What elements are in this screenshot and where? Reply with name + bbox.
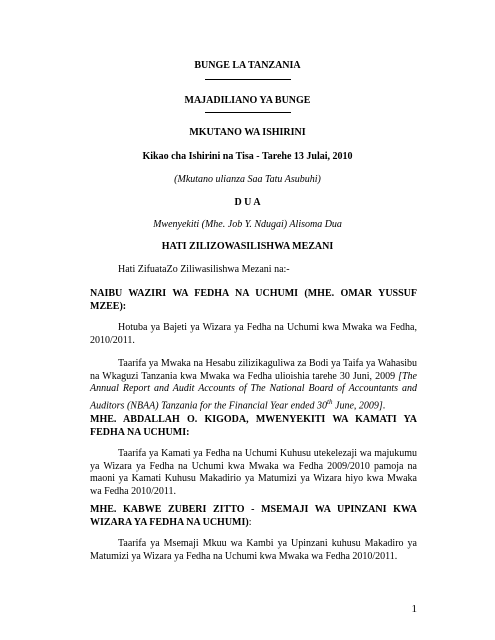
speaker-heading-3: MHE. KABWE ZUBERI ZITTO - MSEMAJI WA UPINZANI KWA WIZARA YA FEDHA NA UCHUMI):	[90, 504, 417, 528]
parliament-title: BUNGE LA TANZANIA	[194, 60, 301, 71]
paragraph-4: Taarifa ya Msemaji Mkuu wa Kambi ya Upinzani kuhusu Makadiro ya Matumizi ya Wizara ya Fedha na Uchumi kwa Mwaka wa Fedha 2010/2011.	[90, 538, 417, 562]
session-date: Kikao cha Ishirini na Tisa - Tarehe 13 Julai, 2010	[142, 151, 353, 162]
prayer-note: Mwenyekiti (Mhe. Job Y. Ndugai) Alisoma Dua	[153, 219, 342, 230]
speaker-heading-1: NAIBU WAZIRI WA FEDHA NA UCHUMI (MHE. OMAR YUSSUF MZEE):	[90, 288, 417, 312]
divider	[205, 79, 291, 80]
paragraph-3: Taarifa ya Kamati ya Fedha na Uchumi Kuhusu utekelezaji wa majukumu ya Wizara ya Fedha na Uchumi kwa Mwaka wa Fedha 2009/2010 pamoja na maoni ya Kamati Kuhusu Makadirio ya Matumizi ya Wizara hiyo kwa Mwaka wa Fedha 2010/2011.	[90, 448, 417, 497]
intro-text: Hati ZifuataZo Ziliwasilishwa Mezani na:-	[118, 264, 290, 275]
speaker-heading-2: MHE. ABDALLAH O. KIGODA, MWENYEKITI WA KAMATI YA FEDHA NA UCHUMI:	[90, 414, 417, 438]
session-start-note: (Mkutano ulianza Saa Tatu Asubuhi)	[174, 174, 321, 185]
paragraph-2: Taarifa ya Mwaka na Hesabu zilizikaguliwa za Bodi ya Taifa ya Wahasibu na Wkaguzi Tanzania kwa Mwaka wa Fedha ulioishia tarehe 30 Juni, 2009 [The Annual Report and Audit Accounts of The National Board of Accountants and Auditors (NBAA) Tanzania for the Financial Year ended 30th June, 2009].	[90, 358, 417, 411]
divider	[205, 112, 291, 113]
meeting-title: MKUTANO WA ISHIRINI	[189, 127, 306, 138]
proceedings-title: MAJADILIANO YA BUNGE	[184, 95, 311, 106]
section-heading: HATI ZILIZOWASILISHWA MEZANI	[161, 241, 334, 252]
page-number: 1	[411, 603, 417, 615]
paragraph-1: Hotuba ya Bajeti ya Wizara ya Fedha na Uchumi kwa Mwaka wa Fedha, 2010/2011.	[90, 322, 417, 346]
prayer-heading: D U A	[234, 197, 261, 208]
